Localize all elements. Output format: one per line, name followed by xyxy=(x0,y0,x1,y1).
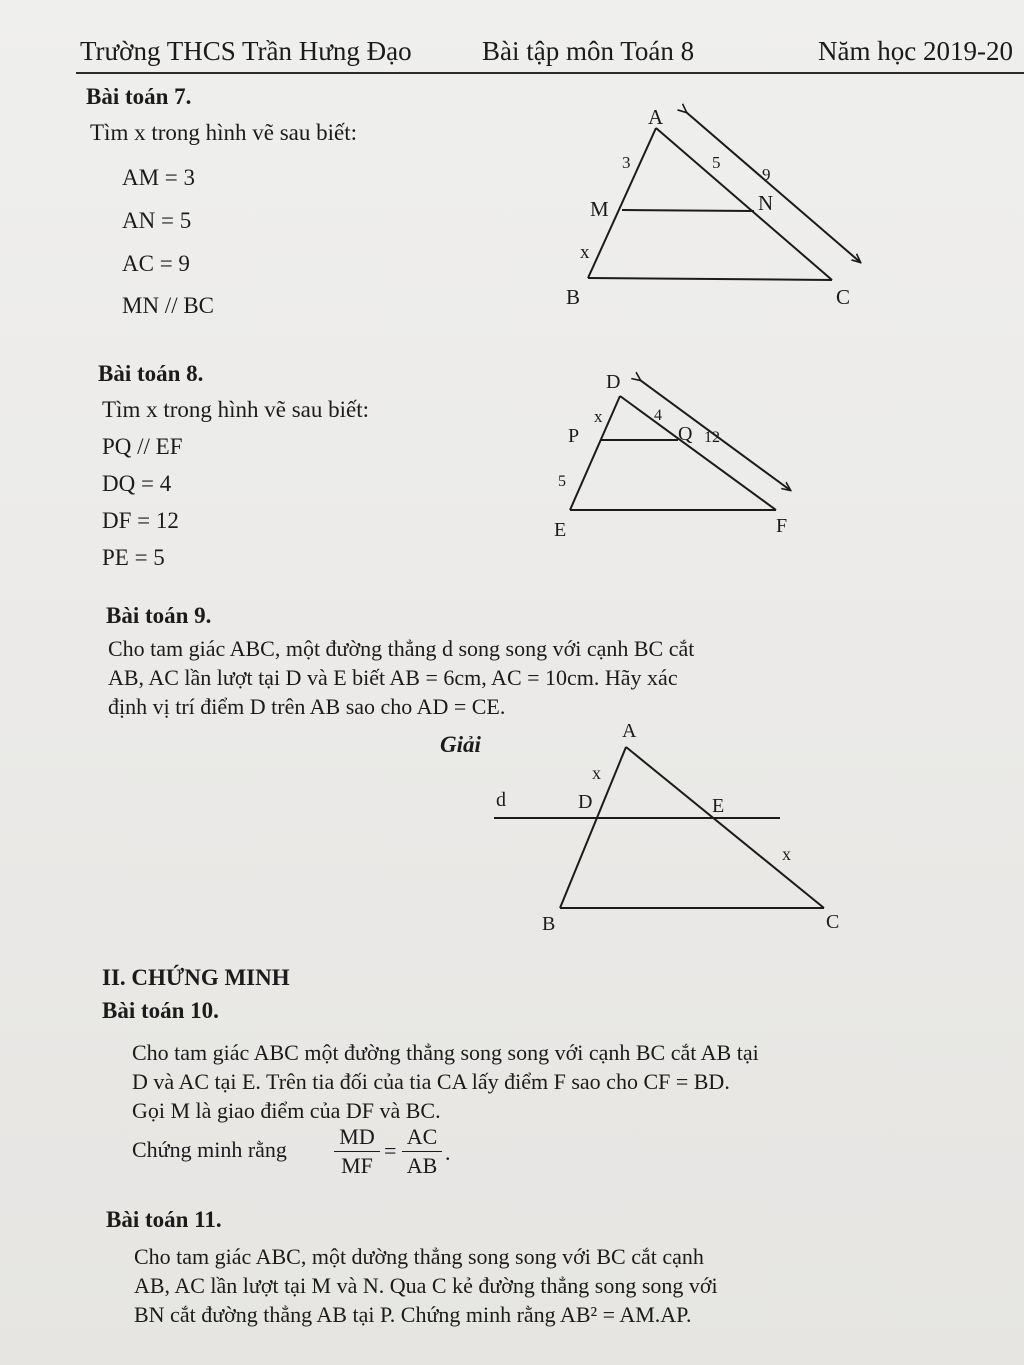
fig8-label-p: P xyxy=(568,425,580,447)
p11-line-2: AB, AC lần lượt tại M và N. Qua C kẻ đường thẳng song song với xyxy=(134,1273,718,1298)
fig7-label-n: N xyxy=(758,191,774,215)
fig8-label-d: D xyxy=(606,371,621,393)
fig7-label-x: x xyxy=(580,242,590,263)
figure-problem-9 xyxy=(494,747,824,908)
p10-line-2: D và AC tại E. Trên tia đối của tia CA lấy điểm F sao cho CF = BD. xyxy=(132,1069,730,1094)
p7-given-4: MN // BC xyxy=(122,293,215,318)
fig9-label-b: B xyxy=(542,913,556,935)
fig7-label-a: A xyxy=(648,105,664,129)
equals-sign: = xyxy=(384,1138,397,1163)
fig7-label-ac: 9 xyxy=(762,165,771,184)
fraction-2-denominator: AB xyxy=(406,1153,438,1178)
problem-8-title: Bài toán 8. xyxy=(98,361,204,386)
problem-11-title: Bài toán 11. xyxy=(106,1207,222,1232)
figure-problem-7 xyxy=(588,112,860,280)
fig8-label-dq: 4 xyxy=(654,407,662,424)
p8-given-3: DF = 12 xyxy=(102,508,179,533)
solution-label: Giải xyxy=(440,732,481,757)
fig9-label-c: C xyxy=(826,911,840,933)
problem-9-title: Bài toán 9. xyxy=(106,603,212,628)
p11-line-1: Cho tam giác ABC, một dường thẳng song song với BC cắt cạnh xyxy=(134,1244,704,1269)
school-year: Năm học 2019-20 xyxy=(818,36,1013,66)
fig7-label-an: 5 xyxy=(712,153,721,172)
fig9-label-d: D xyxy=(578,791,593,813)
fig7-label-am: 3 xyxy=(622,153,631,172)
fig9-label-line-d: d xyxy=(496,789,506,811)
fig7-label-c: C xyxy=(836,285,851,309)
subject-title: Bài tập môn Toán 8 xyxy=(482,36,695,66)
p11-line-3: BN cắt đường thẳng AB tại P. Chứng minh rằng AB² = AM.AP. xyxy=(134,1302,692,1327)
fig7-segment-mn xyxy=(622,210,754,211)
fig7-length-arrow xyxy=(686,112,860,262)
fig7-label-m: M xyxy=(590,197,609,221)
problem-10-title: Bài toán 10. xyxy=(102,998,219,1023)
p10-line-1: Cho tam giác ABC một đường thẳng song song với cạnh BC cắt AB tại xyxy=(132,1040,759,1065)
fig7-label-b: B xyxy=(566,285,581,309)
problem-7-title: Bài toán 7. xyxy=(86,84,192,109)
p7-given-1: AM = 3 xyxy=(122,165,196,190)
problem-7-prompt: Tìm x trong hình vẽ sau biết: xyxy=(90,120,358,145)
fig8-label-df: 12 xyxy=(704,429,720,446)
fraction-period: . xyxy=(445,1140,451,1165)
p7-given-3: AC = 9 xyxy=(122,251,190,276)
p10-line-3: Gọi M là giao điểm của DF và BC. xyxy=(132,1098,441,1123)
school-name: Trường THCS Trần Hưng Đạo xyxy=(80,36,412,66)
p8-given-1: PQ // EF xyxy=(102,434,183,459)
fig9-label-a: A xyxy=(622,720,637,742)
p9-line-1: Cho tam giác ABC, một đường thẳng d song song với cạnh BC cắt xyxy=(108,636,695,661)
problem-8-prompt: Tìm x trong hình vẽ sau biết: xyxy=(102,397,370,422)
p9-line-3: định vị trí điểm D trên AB sao cho AD = CE. xyxy=(108,694,506,719)
section-title: II. CHỨNG MINH xyxy=(102,965,290,990)
fig8-label-x: x xyxy=(594,407,603,426)
fig9-side-ac xyxy=(626,747,824,908)
figure-problem-8 xyxy=(570,380,790,510)
fig7-side-bc xyxy=(588,278,832,280)
p9-line-2: AB, AC lần lượt tại D và E biết AB = 6cm, AC = 10cm. Hãy xác xyxy=(108,665,678,690)
fig8-label-f: F xyxy=(776,515,788,537)
fraction-2-numerator: AC xyxy=(406,1124,438,1149)
fig9-label-e: E xyxy=(712,795,725,817)
fig8-label-e: E xyxy=(554,519,567,541)
p7-given-2: AN = 5 xyxy=(122,208,192,233)
p8-given-4: PE = 5 xyxy=(102,545,165,570)
fig8-label-pe: 5 xyxy=(558,473,566,490)
prove-label: Chứng minh rằng xyxy=(132,1137,287,1162)
fig7-side-ac xyxy=(656,128,832,280)
fig8-label-q: Q xyxy=(678,423,693,445)
fraction-1-denominator: MF xyxy=(341,1153,373,1178)
p8-given-2: DQ = 4 xyxy=(102,471,172,496)
fig9-label-ad: x xyxy=(592,763,601,783)
fig8-side-df xyxy=(620,396,776,510)
fig9-label-ec: x xyxy=(782,844,791,864)
fraction-1-numerator: MD xyxy=(339,1124,375,1149)
